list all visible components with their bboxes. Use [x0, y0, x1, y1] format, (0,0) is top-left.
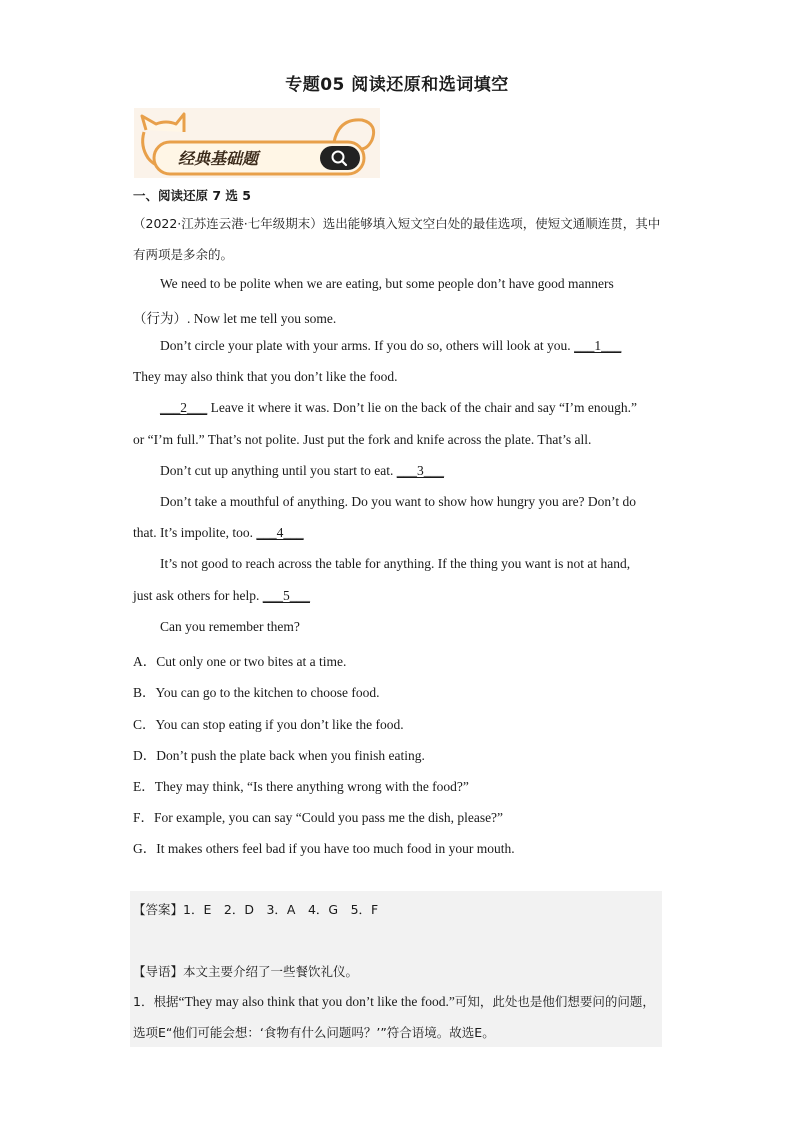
passage-text: just ask others for help. [133, 588, 260, 603]
banner-text: 经典基础题 [178, 149, 259, 168]
passage-text: that. It’s impolite, too. [133, 525, 253, 540]
page-title: 专题05 阅读还原和选词填空 [285, 75, 509, 95]
intro-instructions: （2022·江苏连云港·七年级期末）选出能够填入短文空白处的最佳选项，使短文通顺连贯，其中有两项是多余的。 [133, 216, 661, 262]
explanation [133, 986, 660, 1048]
passage-line [160, 400, 637, 416]
passage-line [160, 463, 444, 479]
passage-line: or “I’m full.” That’s not polite. Just put the fork and knife across the plate. That’s all. [133, 432, 592, 447]
explanation-quote: “They may also think that you don’t like the food.” [178, 994, 455, 1009]
passage-line [133, 588, 310, 604]
passage-line: Can you remember them? [160, 619, 300, 634]
passage-text: Leave it where it was. Don’t lie on the back of the chair and say “I’m enough.” [210, 400, 637, 415]
answer-text: 1．E 2．D 3．A 4．G 5．F [183, 902, 379, 917]
cat-banner-graphic [134, 108, 380, 178]
explanation-rest: 可知，此处也是他们想要问的问题，选项E“他们可能会想：‘食物有什么问题吗？’”符合语境。故选E。 [133, 994, 655, 1040]
option-d: D．Don’t push the plate back when you finish eating. [133, 748, 425, 763]
passage-line: Don’t take a mouthful of anything. Do you want to show how hungry you are? Don’t do [160, 494, 637, 509]
option-f: F．For example, you can say “Could you pass me the dish, please?” [133, 810, 504, 825]
option-b: B．You can go to the kitchen to choose food. [133, 685, 380, 700]
answer-line [133, 900, 378, 918]
passage-line: It’s not good to reach across the table for anything. If the thing you want is not at hand, [160, 556, 631, 571]
section-banner [134, 108, 380, 178]
section-heading: 一、阅读还原 7 选 5 [133, 188, 251, 203]
option-e: E．They may think, “Is there anything wrong with the food?” [133, 779, 469, 794]
guide-label: 【导语】 [133, 964, 184, 979]
passage-line [133, 525, 304, 541]
passage-text: Don’t cut up anything until you start to eat. [160, 463, 394, 478]
blank-4: ___4___ [256, 525, 304, 540]
option-g: G．It makes others feel bad if you have too much food in your mouth. [133, 841, 515, 856]
answer-label: 【答案】 [133, 902, 184, 917]
passage-line: We need to be polite when we are eating, but some people don’t have good manners [160, 276, 614, 291]
passage-line [160, 338, 621, 354]
blank-5: ___5___ [262, 588, 310, 603]
guide-line [133, 962, 358, 980]
guide-text: 本文主要介绍了一些餐饮礼仪。 [183, 964, 359, 979]
blank-1: ___1___ [574, 338, 622, 353]
passage-line: （行为）. Now let me tell you some. [133, 311, 337, 326]
explanation-prefix: 1．根据 [133, 994, 179, 1009]
blank-2: ___2___ [160, 400, 208, 415]
option-c: C．You can stop eating if you don’t like the food. [133, 717, 404, 732]
passage-text: Don’t circle your plate with your arms. If you do so, others will look at you. [160, 338, 571, 353]
passage-line: They may also think that you don’t like the food. [133, 369, 398, 384]
blank-3: ___3___ [396, 463, 444, 478]
option-a: A．Cut only one or two bites at a time. [133, 654, 347, 669]
